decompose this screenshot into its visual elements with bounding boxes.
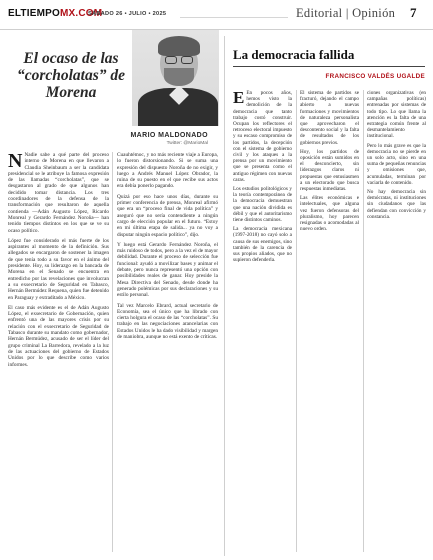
left-article-author: MARIO MALDONADO	[130, 132, 208, 139]
right-article-column-3	[367, 90, 426, 552]
paragraph: Quizá por eso hace unos días, durante su primer conferencia de prensa, Monreal afirmó que era un “proceso final de vida política” y aseguró que no sería contendiente a ningún cargo de elección popular en el futuro. “Estoy en mi última etapa de salida... ya no voy a disputar ningún espacio político”, dijo.	[117, 193, 218, 238]
right-article-column-2	[300, 90, 359, 552]
paragraph: La democracia mexicana (1997-2018) no cayó solo a causa de sus enemigos, sino también de la carencia de sus propios aliados, que no supieron defenderla.	[233, 226, 292, 264]
paragraph: ciones organizativas (en campañas políticas) entrenadas por sistemas de todo tipo. Lo que llama la atención es la falta de una estrategia común frente al desmantelamiento institucional.	[367, 90, 426, 140]
paragraph: López fue considerado el más fuerte de los aspirantes al momento de la definición. Sus allegados se encargaron de sostener la imagen de que tenía todo a su favor en el ánimo del presidente. Hoy, su liderazgo en la bancada de Morena en el Senado se encuentra en entredicho por las revelaciones que involucran a su exsecretario de Seguridad en Tabasco, Hernán Bermúdez Requena, quien fue detenido en Paraguay y extraditado a México.	[8, 237, 109, 301]
paragraph: Los estudios politológicos y la teoría contemporánea de la democracia demuestran que una nación dividida es débil y que el autoritarismo tiene distintos caminos.	[233, 186, 292, 224]
issue-date: SÁBADO 26 • JULIO • 2025	[88, 11, 167, 17]
paragraph: Tal vez Marcelo Ebrard, actual secretario de Economía, sea el único que ha librado con cierta holgura el ocaso de las “corcholatas”. Su trabajo en las negociaciones arancelarias con Estados Unidos le ha dado visibilidad y margen de maniobra, aunque no está exento de críticas.	[117, 302, 218, 341]
masthead	[0, 0, 433, 30]
header-divider	[180, 17, 288, 18]
left-article-column-2	[117, 152, 218, 552]
right-article-column-1	[233, 90, 292, 552]
paragraph: No hay democracia sin demócratas, ni instituciones sin ciudadanos que las defiendan con convicción y constancia.	[367, 189, 426, 220]
page-number: 7	[410, 5, 417, 20]
title-underline	[233, 66, 425, 67]
drop-cap: E	[233, 90, 245, 107]
paragraph: El sistema de partidos se fracturó, dejando el campo abierto a nuevas formaciones y movimientos de naturaleza personalista que aprovecharon el descontento social y la falta de resultados de los gobiernos previos.	[300, 90, 359, 146]
paragraph: El caso más evidente es el de Adán Augusto López, el exsecretario de Gobernación, quien enfrentó una de las mayores crisis por su relación con el exsecretario de Seguridad de Tabasco durante su mandato como gobernador, Hernán Bermúdez, acusado de ser el líder del grupo criminal La Barredora, revelado a la luz de las actuaciones del gobierno de Estados Unidos por lo que describe como varios informes.	[8, 304, 109, 368]
paragraph: Pero lo más grave es que la democracia no se pierde en un solo acto, sino en una suma de pequeñas renuncias y omisiones que, acumuladas, terminan por vaciarla de contenido.	[367, 142, 426, 186]
drop-cap: N	[8, 152, 23, 172]
column-divider	[363, 90, 364, 552]
paragraph: N Nadie sabe a qué parte del proceso interno de Morena en que llevaron a Claudia Sheinbaum a ser la candidata presidencial se le atribuye la famosa expresión de las llamadas “corcholatas”, que se desgastaron al grado de que algunos han decidido tomar distancia. Los tres coordinadores de la defensa de la transformación que resultaron de aquella contienda —Adán Augusto López, Ricardo Monreal y Gerardo Fernández Noroña— han tenido tiempos distintos en los que se ve su ocaso político.	[8, 152, 109, 234]
paragraph: Hoy, los partidos de oposición están sumidos en el desconcierto, sin liderazgos claros ni propuestas que entusiasmen a un electorado que busca respuestas inmediatas.	[300, 148, 359, 193]
left-article-author-handle: Twitter: @MarioMal	[166, 141, 208, 146]
paragraph: Las élites económicas e intelectuales, que alguna vez fueron defensoras del pluralismo, hoy parecen resignadas o acomodadas al nuevo orden.	[300, 195, 359, 233]
right-article-title: La democracia fallida	[233, 47, 355, 62]
page-column-divider	[224, 36, 225, 556]
section-title: Editorial | Opinión	[296, 6, 396, 20]
paragraph: E En pocos años, hemos visto la demolición de la democracia que tanto trabajo costó construir. Ocupan los reflectores el retroceso electoral impuesto y su escaso compromiso de los partidos, la decepción con el sistema de gobierno civil y los ataques a la prensa por un movimiento que se presenta como el antiguo régimen con nuevas caras.	[233, 90, 292, 183]
paragraph: Y luego está Gerardo Fernández Noroña, el más ruidoso de todos, pero a la vez el de mayor debilidad. Durante el proceso de selección fue funcional: ayudó a movilizar bases y animar el debate, pero nunca representó una opción con posibilidades reales de ganar. Hoy preside la Mesa Directiva del Senado, desde donde ha generado polémicas por sus declaraciones y su estilo personal.	[117, 241, 218, 299]
brand-main: ELTIEMPO	[8, 8, 60, 19]
left-article-title: El ocaso de las “corcholatas” de Morena	[16, 50, 126, 101]
right-article-author: FRANCISCO VALDÉS UGALDE	[325, 73, 425, 80]
brand-suffix: MX.COM	[59, 8, 103, 19]
column-divider	[296, 90, 297, 552]
left-article-column-1	[8, 152, 109, 552]
paragraph: Cuauhtémoc, y no más reciente viaje a Europa, lo fueron distorsionando. Si se suma una expresión del dispuesto Noroña de no exigir, y luego a Andrés Manuel López Obrador, la ruina de su puesto en el que recibe sus actos era debía ponerlo pagando.	[117, 152, 218, 190]
column-divider	[112, 152, 113, 552]
author-photo	[132, 30, 219, 126]
